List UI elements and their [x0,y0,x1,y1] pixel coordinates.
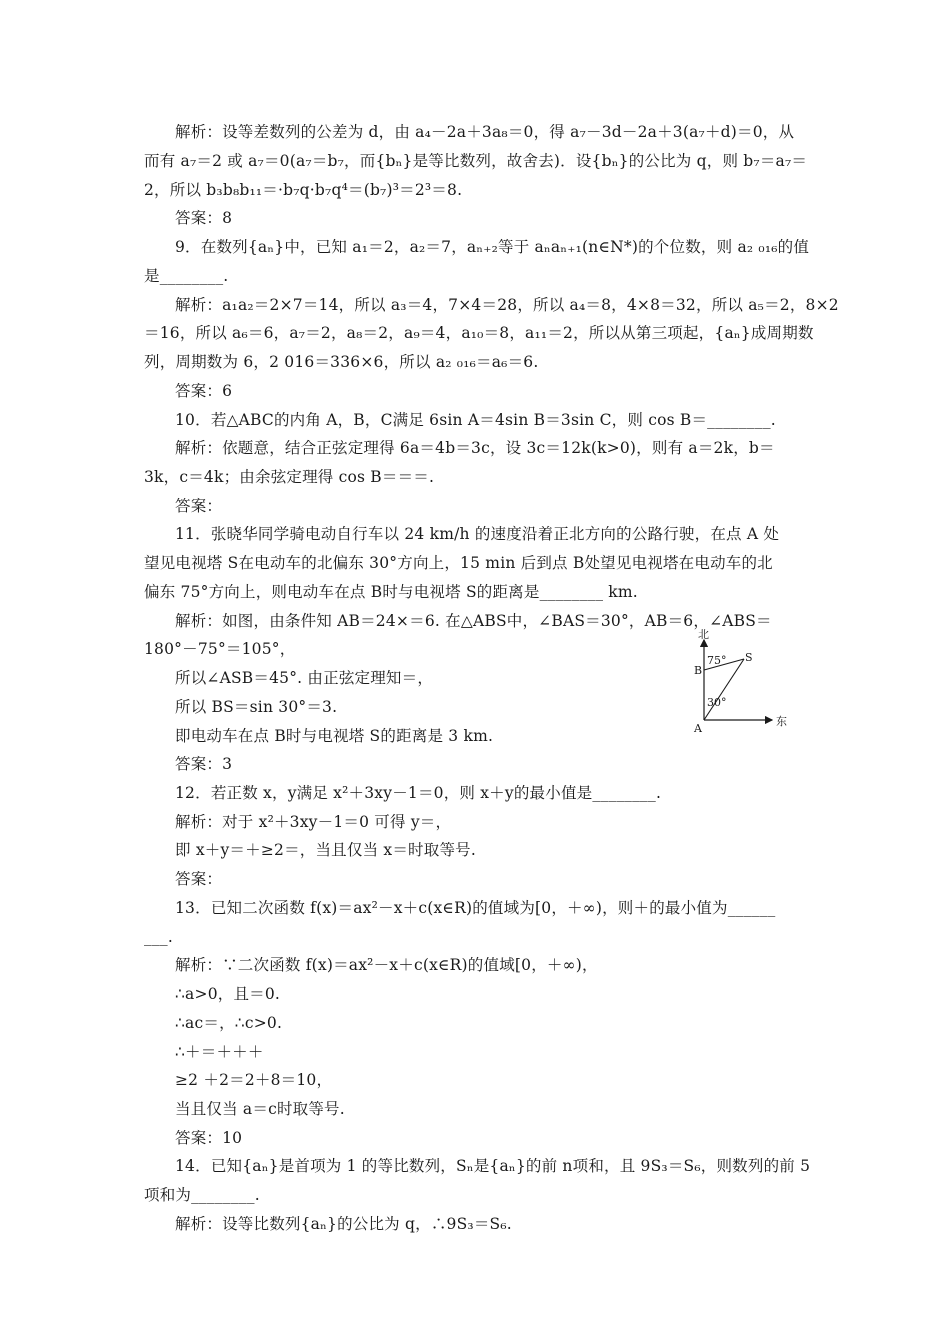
answer-line: 答案：3 [175,755,233,773]
text-line: 解析：设等比数列{aₙ}的公比为 q，∴9S₃＝S₆. [175,1215,512,1233]
north-label: 北 [698,628,709,641]
answer-line: 答案：8 [175,209,233,227]
text-line: 列，周期数为 6，2 016＝336×6，所以 a₂ ₀₁₆＝a₆＝6. [144,353,539,371]
east-label: 东 [776,715,787,728]
angle-a-label: 30° [707,696,727,709]
text-line: ∴＋＝＋＋＋ [175,1043,264,1061]
direction-figure [688,626,798,738]
text-line: 解析：依题意，结合正弦定理得 6a＝4b＝3c，设 3c＝12k(k>0)，则有 a＝2k，b＝ [175,439,775,457]
answer-line: 答案： [175,870,223,888]
text-line: 所以 BS＝sin 30°＝3. [175,698,338,716]
question-line: 11．张晓华同学骑电动自行车以 24 km/h 的速度沿着正北方向的公路行驶，在点 A 处 [175,525,780,543]
text-line: 即电动车在点 B时与电视塔 S的距离是 3 km. [175,727,494,745]
text-line: 2，所以 b₃b₈b₁₁＝·b₇q·b₇q⁴＝(b₇)³＝2³＝8. [144,181,463,199]
question-line: 14．已知{aₙ}是首项为 1 的等比数列，Sₙ是{aₙ}的前 n项和，且 9S₃＝S₆，则数列的前 5 [175,1157,811,1175]
text-line: 所以∠ASB＝45°. 由正弦定理知＝， [175,669,434,687]
question-line: 望见电视塔 S在电动车的北偏东 30°方向上，15 min 后到点 B处望见电视塔在电动车的北 [144,554,773,572]
question-line: ___. [144,928,173,946]
angle-b-label: 75° [707,654,727,667]
text-line: ≥2 ＋2＝2＋8＝10， [175,1071,333,1089]
text-line: 解析：∵二次函数 f(x)＝ax²－x＋c(x∈R)的值域[0，＋∞)， [175,956,598,974]
question-line: 偏东 75°方向上，则电动车在点 B时与电视塔 S的距离是________ km. [144,583,638,601]
text-line: 3k，c＝4k；由余弦定理得 cos B＝＝＝. [144,468,435,486]
point-a-label: A [694,722,702,735]
question-line: 是________. [144,267,229,285]
text-line: 解析：a₁a₂＝2×7＝14，所以 a₃＝4，7×4＝28，所以 a₄＝8，4×8＝32，所以 a₅＝2，8×2 [175,296,839,314]
question-line: 9．在数列{aₙ}中，已知 a₁＝2，a₂＝7，aₙ₊₂等于 aₙaₙ₊₁(n∈N*)的个位数，则 a₂ ₀₁₆的值 [175,238,810,256]
question-line: 12．若正数 x，y满足 x²＋3xy－1＝0，则 x＋y的最小值是________. [175,784,662,802]
text-line: ∴a>0，且＝0. [175,985,281,1003]
text-line: 而有 a₇＝2 或 a₇＝0(a₇＝b₇，而{bₙ}是等比数列，故舍去)．设{bₙ}的公比为 q，则 b₇＝a₇＝ [144,152,808,170]
text-line: 当且仅当 a＝c时取等号. [175,1100,345,1118]
answer-line: 答案：6 [175,382,233,400]
point-s-label: S [745,651,753,664]
text-line: ∴ac＝，∴c>0. [175,1014,283,1032]
question-line: 13．已知二次函数 f(x)＝ax²－x＋c(x∈R)的值域为[0，＋∞)，则＋的最小值为______ [175,899,776,917]
question-line: 项和为________. [144,1186,260,1204]
text-line: ＝16，所以 a₆＝6，a₇＝2，a₈＝2，a₉＝4，a₁₀＝8，a₁₁＝2，所以从第三项起，{aₙ}成周期数 [144,324,814,342]
text-line: 解析：设等差数列的公差为 d，由 a₄－2a＋3a₈＝0，得 a₇－3d－2a＋3(a₇＋d)＝0，从 [175,123,795,141]
point-b-label: B [694,664,703,677]
text-line: 180°－75°＝105°， [144,640,296,658]
answer-line: 答案：10 [175,1129,243,1147]
answer-line: 答案： [175,497,223,515]
text-line: 解析：如图，由条件知 AB＝24×＝6. 在△ABS中，∠BAS＝30°，AB＝6，∠ABS＝ [175,612,772,630]
question-line: 10．若△ABC的内角 A，B，C满足 6sin A＝4sin B＝3sin C，则 cos B＝________. [175,411,776,429]
text-line: 即 x＋y＝＋≥2＝，当且仅当 x＝时取等号. [175,841,476,859]
text-line: 解析：对于 x²＋3xy－1＝0 可得 y＝， [175,813,452,831]
